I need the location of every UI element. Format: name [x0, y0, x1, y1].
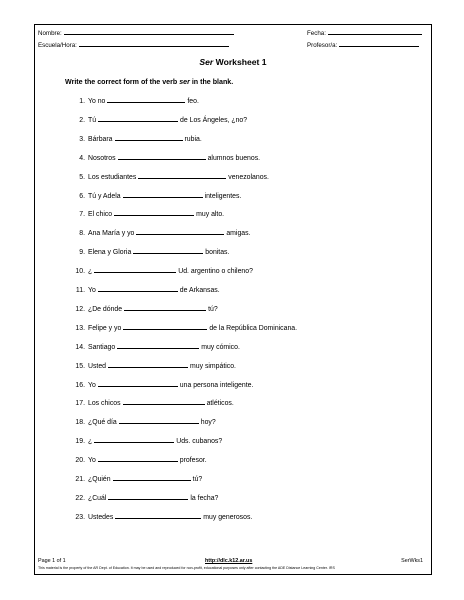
item-text-before: Yo: [88, 457, 96, 465]
item-text-after: la fecha?: [190, 494, 219, 502]
item-text-after: feo.: [187, 98, 199, 105]
item-text-after: tú?: [192, 476, 203, 483]
item-text-before: Ustedes: [88, 513, 114, 521]
item-text-before: ¿Quién: [88, 476, 111, 483]
exercise-item: [71, 172, 269, 181]
answer-blank[interactable]: [117, 342, 199, 349]
exercise-item: [71, 266, 253, 275]
teacher-field-row: [307, 40, 419, 49]
answer-blank[interactable]: [94, 436, 174, 443]
item-number: 12.: [75, 305, 85, 313]
exercise-item: [71, 209, 224, 218]
exercise-item: [71, 323, 297, 332]
exercise-item: [71, 285, 220, 294]
exercise-item: [71, 474, 202, 483]
item-text-before: Los estudiantes: [88, 173, 137, 181]
item-text-after: muy cómico.: [201, 343, 240, 351]
item-number: 3.: [79, 135, 85, 143]
title-rest: Worksheet 1: [213, 57, 267, 67]
item-number: 19.: [75, 438, 85, 446]
worksheet-page: [34, 24, 432, 575]
item-text-before: ¿Qué día: [88, 419, 117, 427]
exercise-item: [71, 493, 218, 502]
answer-blank[interactable]: [108, 361, 188, 368]
name-field-row: [38, 28, 234, 37]
title-verb: Ser: [199, 57, 214, 67]
footer-link[interactable]: http://dlc.k12.ar.us: [205, 558, 253, 564]
item-text-after: amigas.: [226, 230, 251, 238]
item-number: 13.: [75, 324, 85, 332]
item-text-after: una persona inteligente.: [179, 381, 254, 389]
answer-blank[interactable]: [123, 398, 205, 405]
teacher-blank[interactable]: [339, 40, 419, 47]
item-text-before: Tú: [88, 116, 97, 124]
instruction-verb: ser: [179, 78, 190, 86]
exercise-item: [71, 417, 216, 426]
item-text-after: muy alto.: [196, 211, 225, 219]
item-text-before: Usted: [88, 362, 107, 370]
exercise-item: [71, 247, 229, 256]
item-text-before: ¿Cuál: [88, 494, 107, 502]
instructions: [65, 78, 233, 86]
item-text-before: ¿: [88, 438, 93, 446]
item-text-after: hoy?: [200, 419, 216, 427]
item-text-before: Tú y Adela: [88, 192, 121, 200]
item-number: 22.: [75, 494, 85, 502]
exercise-item: [71, 342, 240, 351]
school-blank[interactable]: [79, 40, 229, 47]
exercise-item: [71, 153, 260, 162]
item-text-before: Yo: [88, 381, 96, 389]
item-number: 20.: [75, 457, 85, 465]
answer-blank[interactable]: [115, 512, 201, 519]
page-number: Page 1 of 1: [38, 558, 66, 564]
answer-blank[interactable]: [98, 285, 178, 292]
item-text-after: de la República Dominicana.: [209, 324, 298, 332]
item-text-after: venezolanos.: [228, 173, 269, 181]
item-number: 7.: [79, 211, 85, 219]
exercise-item: [71, 436, 222, 445]
instruction-after: in the blank.: [189, 78, 234, 86]
item-number: 10.: [75, 268, 85, 276]
item-text-before: Bárbara: [88, 135, 113, 143]
exercise-item: [71, 134, 202, 143]
item-text-after: Uds. cubanos?: [176, 438, 223, 446]
answer-blank[interactable]: [113, 474, 191, 481]
item-number: 11.: [75, 287, 85, 294]
answer-blank[interactable]: [138, 172, 226, 179]
answer-blank[interactable]: [123, 323, 207, 330]
answer-blank[interactable]: [98, 380, 178, 387]
answer-blank[interactable]: [114, 209, 194, 216]
date-field-row: [307, 28, 422, 37]
answer-blank[interactable]: [107, 96, 185, 103]
item-number: 21.: [75, 476, 85, 483]
item-text-before: Yo no: [88, 98, 106, 105]
date-blank[interactable]: [328, 28, 422, 35]
item-number: 14.: [75, 343, 85, 351]
exercise-item: [71, 455, 207, 464]
answer-blank[interactable]: [98, 115, 178, 122]
item-number: 4.: [79, 154, 85, 162]
item-text-before: Los chicos: [88, 400, 121, 408]
name-blank[interactable]: [64, 28, 234, 35]
school-field-row: [38, 40, 229, 49]
item-text-after: inteligentes.: [204, 192, 242, 200]
item-text-before: El chico: [88, 211, 113, 219]
item-text-before: Santiago: [88, 343, 116, 351]
item-text-after: muy simpático.: [190, 362, 236, 370]
exercise-item: [71, 380, 253, 389]
item-number: 18.: [75, 419, 85, 427]
exercise-item: [71, 361, 236, 370]
answer-blank[interactable]: [94, 266, 176, 273]
exercise-item: [71, 228, 250, 237]
item-text-after: rubia.: [184, 135, 202, 143]
teacher-label: Profesor/a:: [307, 42, 338, 49]
answer-blank[interactable]: [136, 228, 224, 235]
exercise-item: [71, 191, 241, 200]
item-text-after: alumnos buenos.: [207, 154, 261, 162]
answer-blank[interactable]: [115, 134, 183, 141]
item-number: 1.: [79, 98, 85, 105]
exercise-item: [71, 115, 247, 124]
item-text-before: Felipe y yo: [88, 324, 122, 332]
item-text-before: Elena y Gloria: [88, 249, 132, 257]
date-label: Fecha:: [307, 30, 326, 37]
exercise-item: [71, 398, 234, 407]
item-text-after: de Arkansas.: [179, 287, 220, 294]
item-text-after: de Los Ángeles, ¿no?: [180, 116, 248, 124]
item-number: 9.: [79, 249, 85, 257]
answer-blank[interactable]: [124, 304, 206, 311]
item-text-after: muy generosos.: [203, 513, 253, 521]
name-label: Nombre:: [38, 30, 62, 37]
item-text-before: Yo: [88, 287, 96, 294]
item-text-before: Nosotros: [88, 154, 116, 162]
item-text-after: tú?: [208, 305, 218, 313]
answer-blank[interactable]: [108, 493, 188, 500]
exercise-item: [71, 304, 218, 313]
item-text-after: profesor.: [179, 457, 207, 465]
item-number: 15.: [75, 362, 85, 370]
item-number: 6.: [79, 192, 85, 200]
item-text-before: ¿: [88, 268, 93, 276]
item-text-after: atléticos.: [206, 400, 234, 408]
answer-blank[interactable]: [118, 153, 206, 160]
worksheet-code: SerWks1: [401, 558, 423, 564]
exercise-item: [71, 512, 252, 521]
school-label: Escuela/Hora:: [38, 42, 77, 49]
item-number: 16.: [75, 381, 85, 389]
item-number: 2.: [79, 116, 85, 124]
item-number: 8.: [79, 230, 85, 238]
answer-blank[interactable]: [133, 247, 203, 254]
copyright-disclaimer: This material is the property of the AR Dept. of Education. It may be used and reproduced for non-profit, educational purposes only after contacting the ADE Distance Learning Center. IRS: [38, 566, 335, 570]
exercise-item: [71, 96, 199, 105]
answer-blank[interactable]: [119, 417, 199, 424]
answer-blank[interactable]: [98, 455, 178, 462]
item-text-before: Ana María y yo: [88, 230, 135, 238]
instruction-before: Write the correct form of the verb: [65, 78, 180, 86]
item-number: 23.: [75, 513, 85, 521]
item-number: 17.: [75, 400, 85, 408]
item-text-after: Ud. argentino o chileno?: [178, 268, 253, 276]
answer-blank[interactable]: [123, 191, 203, 198]
item-text-after: bonitas.: [205, 249, 230, 257]
worksheet-title: [35, 57, 431, 67]
item-number: 5.: [79, 173, 85, 181]
item-text-before: ¿De dónde: [88, 305, 123, 313]
